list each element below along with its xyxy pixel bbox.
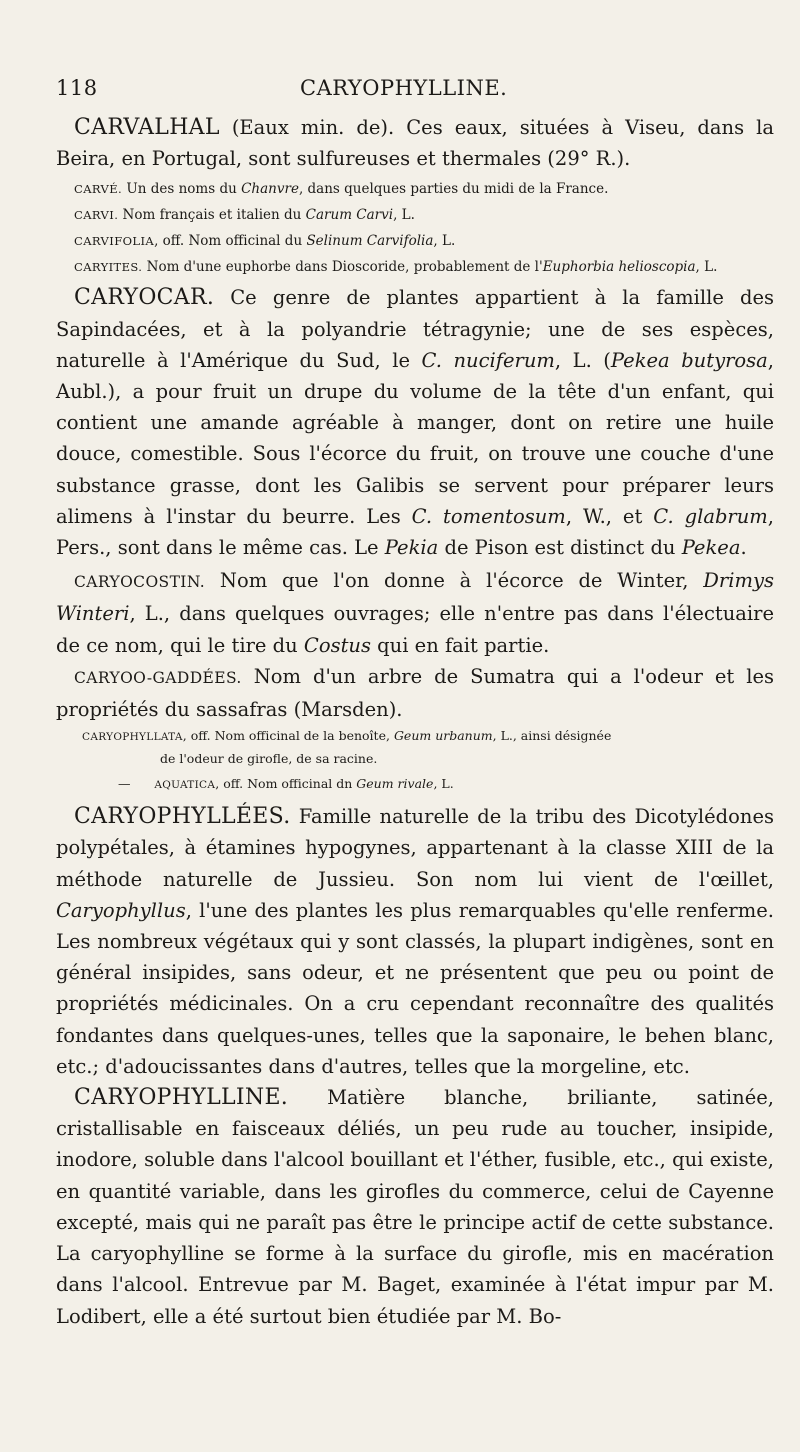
entry-text: , L. xyxy=(393,207,415,224)
entry-text: Matière blanche, briliante, satinée, cristallisable en faisceaux déliés, un peu rude au toucher, insipide, inodore, soluble dans l'alcool bouillant et l'éther, fusible, etc., qui existe, en quantité variable, dans les girofles du commerce, celui de Cayenne excepté, mais qui ne paraît pas être le principe actif de cette substance. La caryophylline se forme à la surface du girofle, mis en macération dans l'alcool. Entrevue par M. Baget, examinée à l'état impur par M. Lodibert, elle a été surtout bien étudiée par M. Bo- xyxy=(56,1086,774,1328)
entry-term: CARYOO-GADDÉES. xyxy=(74,668,242,687)
entry-caryophyllata-continued xyxy=(56,748,774,770)
entry-term: CARVALHAL xyxy=(74,115,220,140)
entry-term: AQUATICA xyxy=(154,779,216,792)
entry-italic: Pekea xyxy=(681,536,741,560)
entry-italic: Caryophyllus xyxy=(56,898,186,922)
entry-carve xyxy=(56,176,774,202)
entry-text: Ce genre de plantes appartient à la famille des Sapindacées, et à la polyandrie tétragynie; une de ses espèces, naturelle à l'Amérique du Sud, le xyxy=(56,286,774,372)
entry-text: , off. Nom officinal de la benoîte, xyxy=(182,728,394,744)
entry-caryites xyxy=(56,254,774,280)
entry-term: CARVI. xyxy=(74,208,119,223)
entry-text: Un des noms du xyxy=(122,181,242,198)
entry-italic: Carum Carvi xyxy=(305,207,394,224)
entry-italic: Selinum Carvifolia xyxy=(306,233,434,250)
running-head: CARYOPHYLLINE. xyxy=(300,76,508,100)
entry-italic: Geum urbanum xyxy=(393,728,493,744)
entry-text: Nom français et italien du xyxy=(118,207,306,224)
entry-aquatica xyxy=(56,770,774,799)
page-header xyxy=(56,72,774,112)
entry-term: CARYITES. xyxy=(74,260,143,275)
entry-carvalhal xyxy=(56,112,774,174)
entry-italic: Pekia xyxy=(384,536,439,560)
entry-text: , L. xyxy=(433,776,454,792)
entry-text: de Pison est distinct du xyxy=(438,536,682,560)
entry-caryocostin xyxy=(56,565,774,661)
entry-text: , L. xyxy=(695,259,718,276)
entry-italic: C. nuciferum xyxy=(421,348,555,372)
entry-term: CARYOPHYLLINE. xyxy=(74,1085,289,1111)
entry-italic: Euphorbia helioscopia xyxy=(542,259,696,276)
page-number: 118 xyxy=(56,76,98,100)
entry-text: , L. xyxy=(433,233,456,250)
entry-italic: C. glabrum xyxy=(653,504,768,528)
entry-carvifolia xyxy=(56,228,774,254)
entry-text: , Pers., sont dans le même cas. Le xyxy=(56,504,774,560)
entry-caryophyllata xyxy=(56,725,774,748)
entry-term: CARVÉ. xyxy=(74,182,123,197)
dash: — xyxy=(118,776,131,792)
entry-text: Famille naturelle de la tribu des Dicotylédones polypétales, à étamines hypogynes, appartenant à la classe XIII de la méthode naturelle de Jussieu. Son nom lui vient de l'œillet, xyxy=(56,805,774,891)
entry-caryoo-gaddees xyxy=(56,661,774,725)
entry-text: qui en fait partie. xyxy=(370,633,550,657)
entry-carvi xyxy=(56,202,774,228)
entry-italic: Costus xyxy=(303,633,371,657)
entry-caryophyllees xyxy=(56,801,774,1082)
entry-text: , off. Nom officinal dn xyxy=(215,776,357,792)
entry-caryocar xyxy=(56,282,774,563)
entry-text: de l'odeur de girofle, de sa racine. xyxy=(160,751,378,767)
entry-text: , dans quelques parties du midi de la France. xyxy=(298,181,609,198)
entry-italic: Geum rivale xyxy=(356,776,434,792)
entry-text: , W., et xyxy=(565,504,654,528)
entry-term: CARYOPHYLLATA xyxy=(82,731,183,744)
entry-italic: Drimys Winteri xyxy=(56,569,774,626)
entry-term: CARYOCAR. xyxy=(74,285,215,311)
entry-text: , off. Nom officinal du xyxy=(154,233,307,250)
entry-text: , Aubl.), a pour fruit un drupe du volume de la tête d'un enfant, qui contient une amande agréable à manger, dont on retire une huile douce, comestible. Sous l'écorce du fruit, on trouve une couche d'une substance grasse, dont les Galibis se servent pour préparer leurs alimens à l'instar du beurre. Les xyxy=(56,348,774,528)
entry-italic: Pekea butyrosa xyxy=(610,348,768,372)
entry-text: (Eaux min. de). Ces eaux, situées à Viseu, dans la Beira, en Portugal, sont sulfureuses et thermales (29° R.). xyxy=(56,116,774,171)
entry-term: CARYOCOSTIN. xyxy=(74,573,206,592)
entry-italic: Chanvre xyxy=(241,181,299,198)
entry-term: CARYOPHYLLÉES. xyxy=(74,804,291,830)
entry-text: Nom que l'on donne à l'écorce de Winter, xyxy=(205,569,704,593)
entry-text: Nom d'une euphorbe dans Dioscoride, probablement de l' xyxy=(142,259,543,276)
entry-text: . xyxy=(740,536,747,560)
entry-italic: C. tomentosum xyxy=(411,504,566,528)
entry-text: , L. ( xyxy=(554,348,611,372)
entry-text: Nom d'un arbre de Sumatra qui a l'odeur et les propriétés du sassafras (Marsden). xyxy=(56,664,774,722)
entry-text: , L., ainsi désignée xyxy=(492,728,612,744)
entry-text: , L., dans quelques ouvrages; elle n'entre pas dans l'électuaire de ce nom, qui le tire du xyxy=(56,602,774,657)
entry-text: , l'une des plantes les plus remarquables qu'elle renferme. Les nombreux végétaux qui y sont classés, la plupart indigènes, sont en général insipides, sans odeur, et ne présentent que peu ou point de propriétés médicinales. On a cru cependant reconnaître des qualités fondantes dans quelques-unes, telles que la saponaire, le behen blanc, etc.; d'adoucissantes dans d'autres, telles que la morgeline, etc. xyxy=(56,898,774,1078)
entry-caryophylline xyxy=(56,1082,774,1332)
entry-term: CARVIFOLIA xyxy=(74,234,155,249)
